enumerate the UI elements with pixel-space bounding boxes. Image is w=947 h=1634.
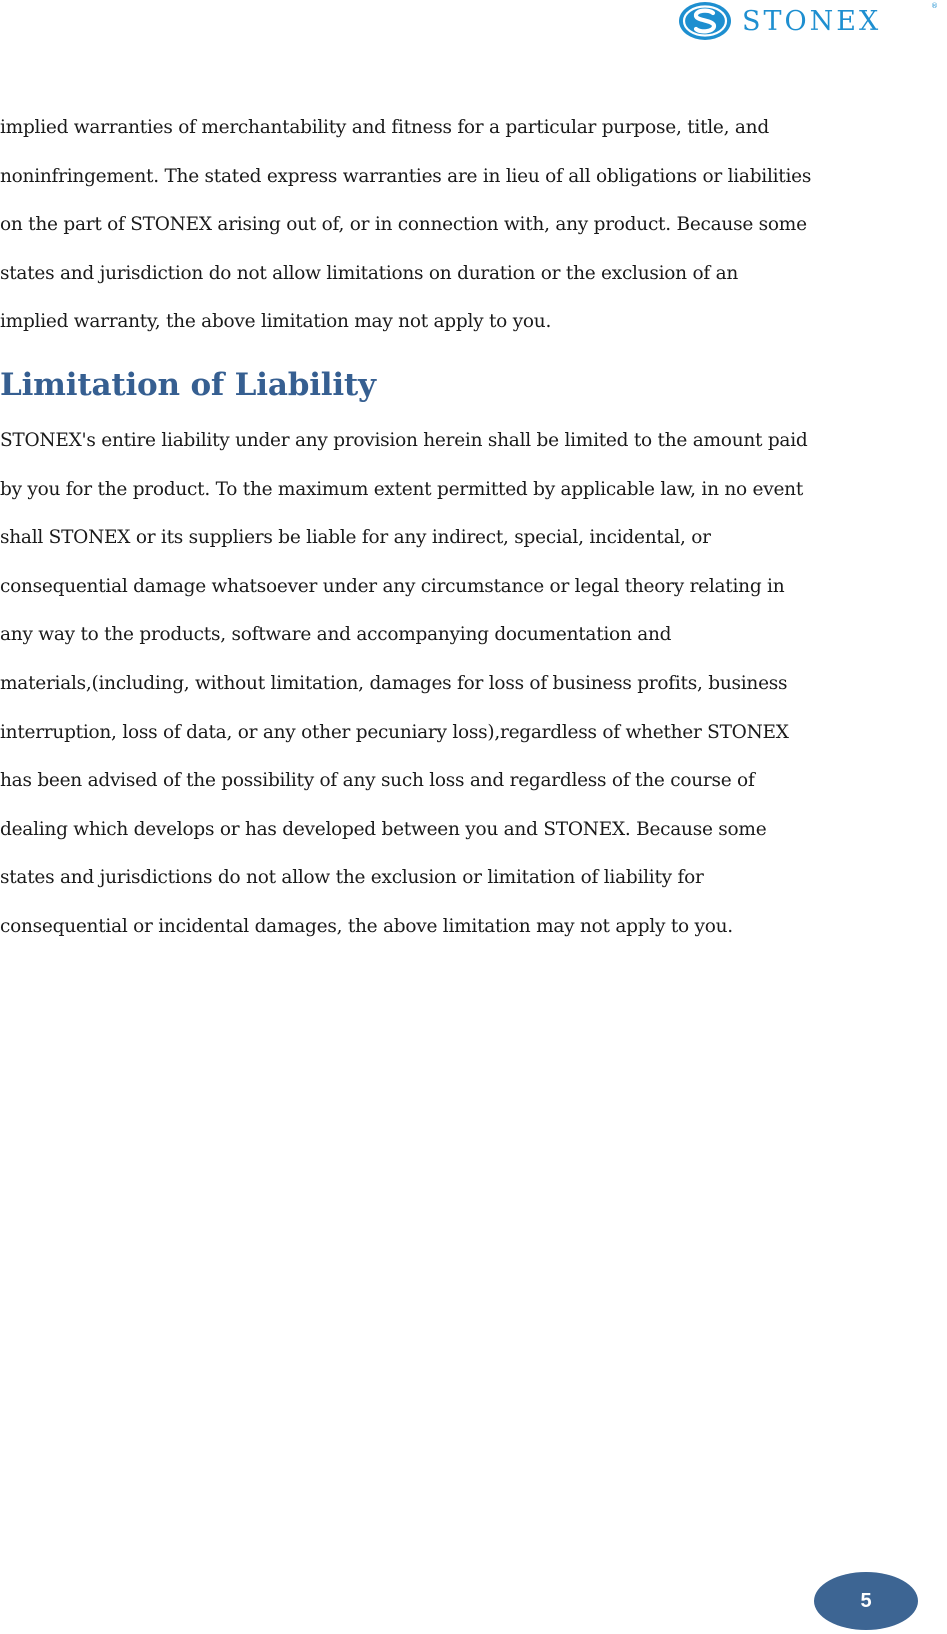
text-line: noninfringement. The stated express warranties are in lieu of all obligations or liabilities	[0, 165, 812, 187]
text-line: states and jurisdiction do not allow limitations on duration or the exclusion of an	[0, 262, 739, 284]
text-line: on the part of STONEX arising out of, or in connection with, any product. Because some	[0, 214, 807, 236]
text-line: interruption, loss of data, or any other pecuniary loss),regardless of whether STONEX	[0, 721, 789, 743]
stonex-logo	[678, 0, 942, 44]
section-heading: Limitation of Liability	[0, 366, 376, 403]
text-line: any way to the products, software and accompanying documentation and	[0, 624, 672, 646]
page-number-badge	[814, 1572, 918, 1630]
text-line: by you for the product. To the maximum extent permitted by applicable law, in no event	[0, 478, 804, 500]
liability-paragraph	[0, 417, 880, 952]
text-line: dealing which develops or has developed between you and STONEX. Because some	[0, 818, 767, 840]
text-line: has been advised of the possibility of any such loss and regardless of the course of	[0, 770, 755, 792]
warranty-paragraph	[0, 104, 880, 347]
stonex-logo-graphic	[678, 0, 942, 44]
text-line: implied warranties of merchantability and fitness for a particular purpose, title, and	[0, 117, 769, 138]
text-line: implied warranty, the above limitation may not apply to you.	[0, 311, 552, 333]
text-line: consequential or incidental damages, the above limitation may not apply to you.	[0, 915, 733, 937]
logo-wordmark: STONEX	[742, 6, 882, 37]
text-line: consequential damage whatsoever under any circumstance or legal theory relating in	[0, 575, 785, 597]
text-line: states and jurisdictions do not allow the exclusion or limitation of liability for	[0, 867, 704, 889]
text-line: STONEX's entire liability under any provision herein shall be limited to the amount paid	[0, 429, 808, 451]
page-content	[0, 104, 880, 952]
registered-mark: ®	[931, 2, 938, 10]
text-line: shall STONEX or its suppliers be liable for any indirect, special, incidental, or	[0, 527, 711, 549]
page-number: 5	[860, 1589, 872, 1612]
text-line: materials,(including, without limitation, damages for loss of business profits, business	[0, 672, 788, 694]
